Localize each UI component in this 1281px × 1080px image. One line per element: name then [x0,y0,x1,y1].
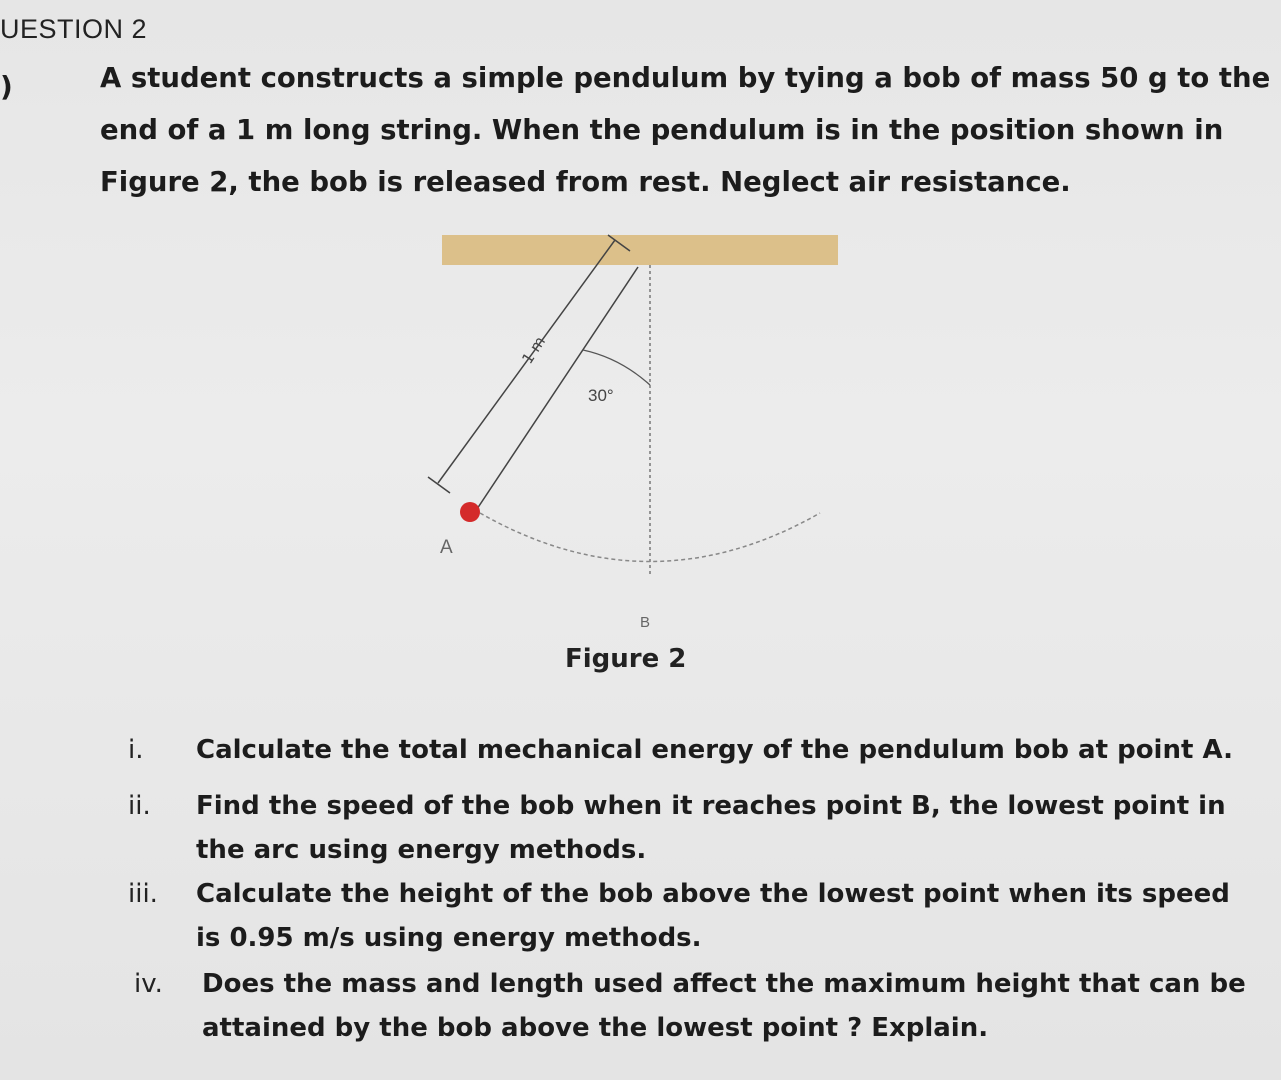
question-title: UESTION 2 [0,14,148,44]
intro-line-2: end of a 1 m long string. When the pendulum is in the position shown in [100,114,1224,146]
item-text [196,784,1226,872]
intro-line-3: Figure 2, the bob is released from rest. Neglect air resistance. [100,166,1071,198]
length-label: 1 m [518,333,550,368]
pendulum-bob [460,502,480,522]
item-number: ii. [128,791,151,821]
item-line: is 0.95 m/s using energy methods. [196,923,702,953]
pendulum-diagram [420,225,860,635]
intro-paragraph [100,52,1271,208]
point-b-label: B [640,614,651,631]
item-text [196,872,1230,960]
item-line: Calculate the height of the bob above the lowest point when its speed [196,879,1230,909]
angle-arc [583,350,650,385]
pendulum-figure [420,225,860,635]
item-line: Does the mass and length used affect the maximum height that can be [202,969,1246,999]
figure-caption: Figure 2 [565,644,687,674]
length-tick-bottom [428,477,450,493]
item-number: i. [128,735,144,765]
item-line: Find the speed of the bob when it reaches point B, the lowest point in [196,791,1226,821]
angle-label: 30° [588,386,614,405]
ceiling-support [442,235,838,265]
item-line: Calculate the total mechanical energy of the pendulum bob at point A. [196,735,1233,765]
intro-line-1: A student constructs a simple pendulum by tying a bob of mass 50 g to the [100,62,1271,94]
item-text [196,728,1233,772]
item-line: the arc using energy methods. [196,835,647,865]
point-a-label: A [440,537,453,558]
question-part-label: ) [0,70,13,103]
item-text [202,962,1246,1050]
item-line: attained by the bob above the lowest point ? Explain. [202,1013,989,1043]
item-number: iii. [128,879,158,909]
item-number: iv. [134,969,163,999]
